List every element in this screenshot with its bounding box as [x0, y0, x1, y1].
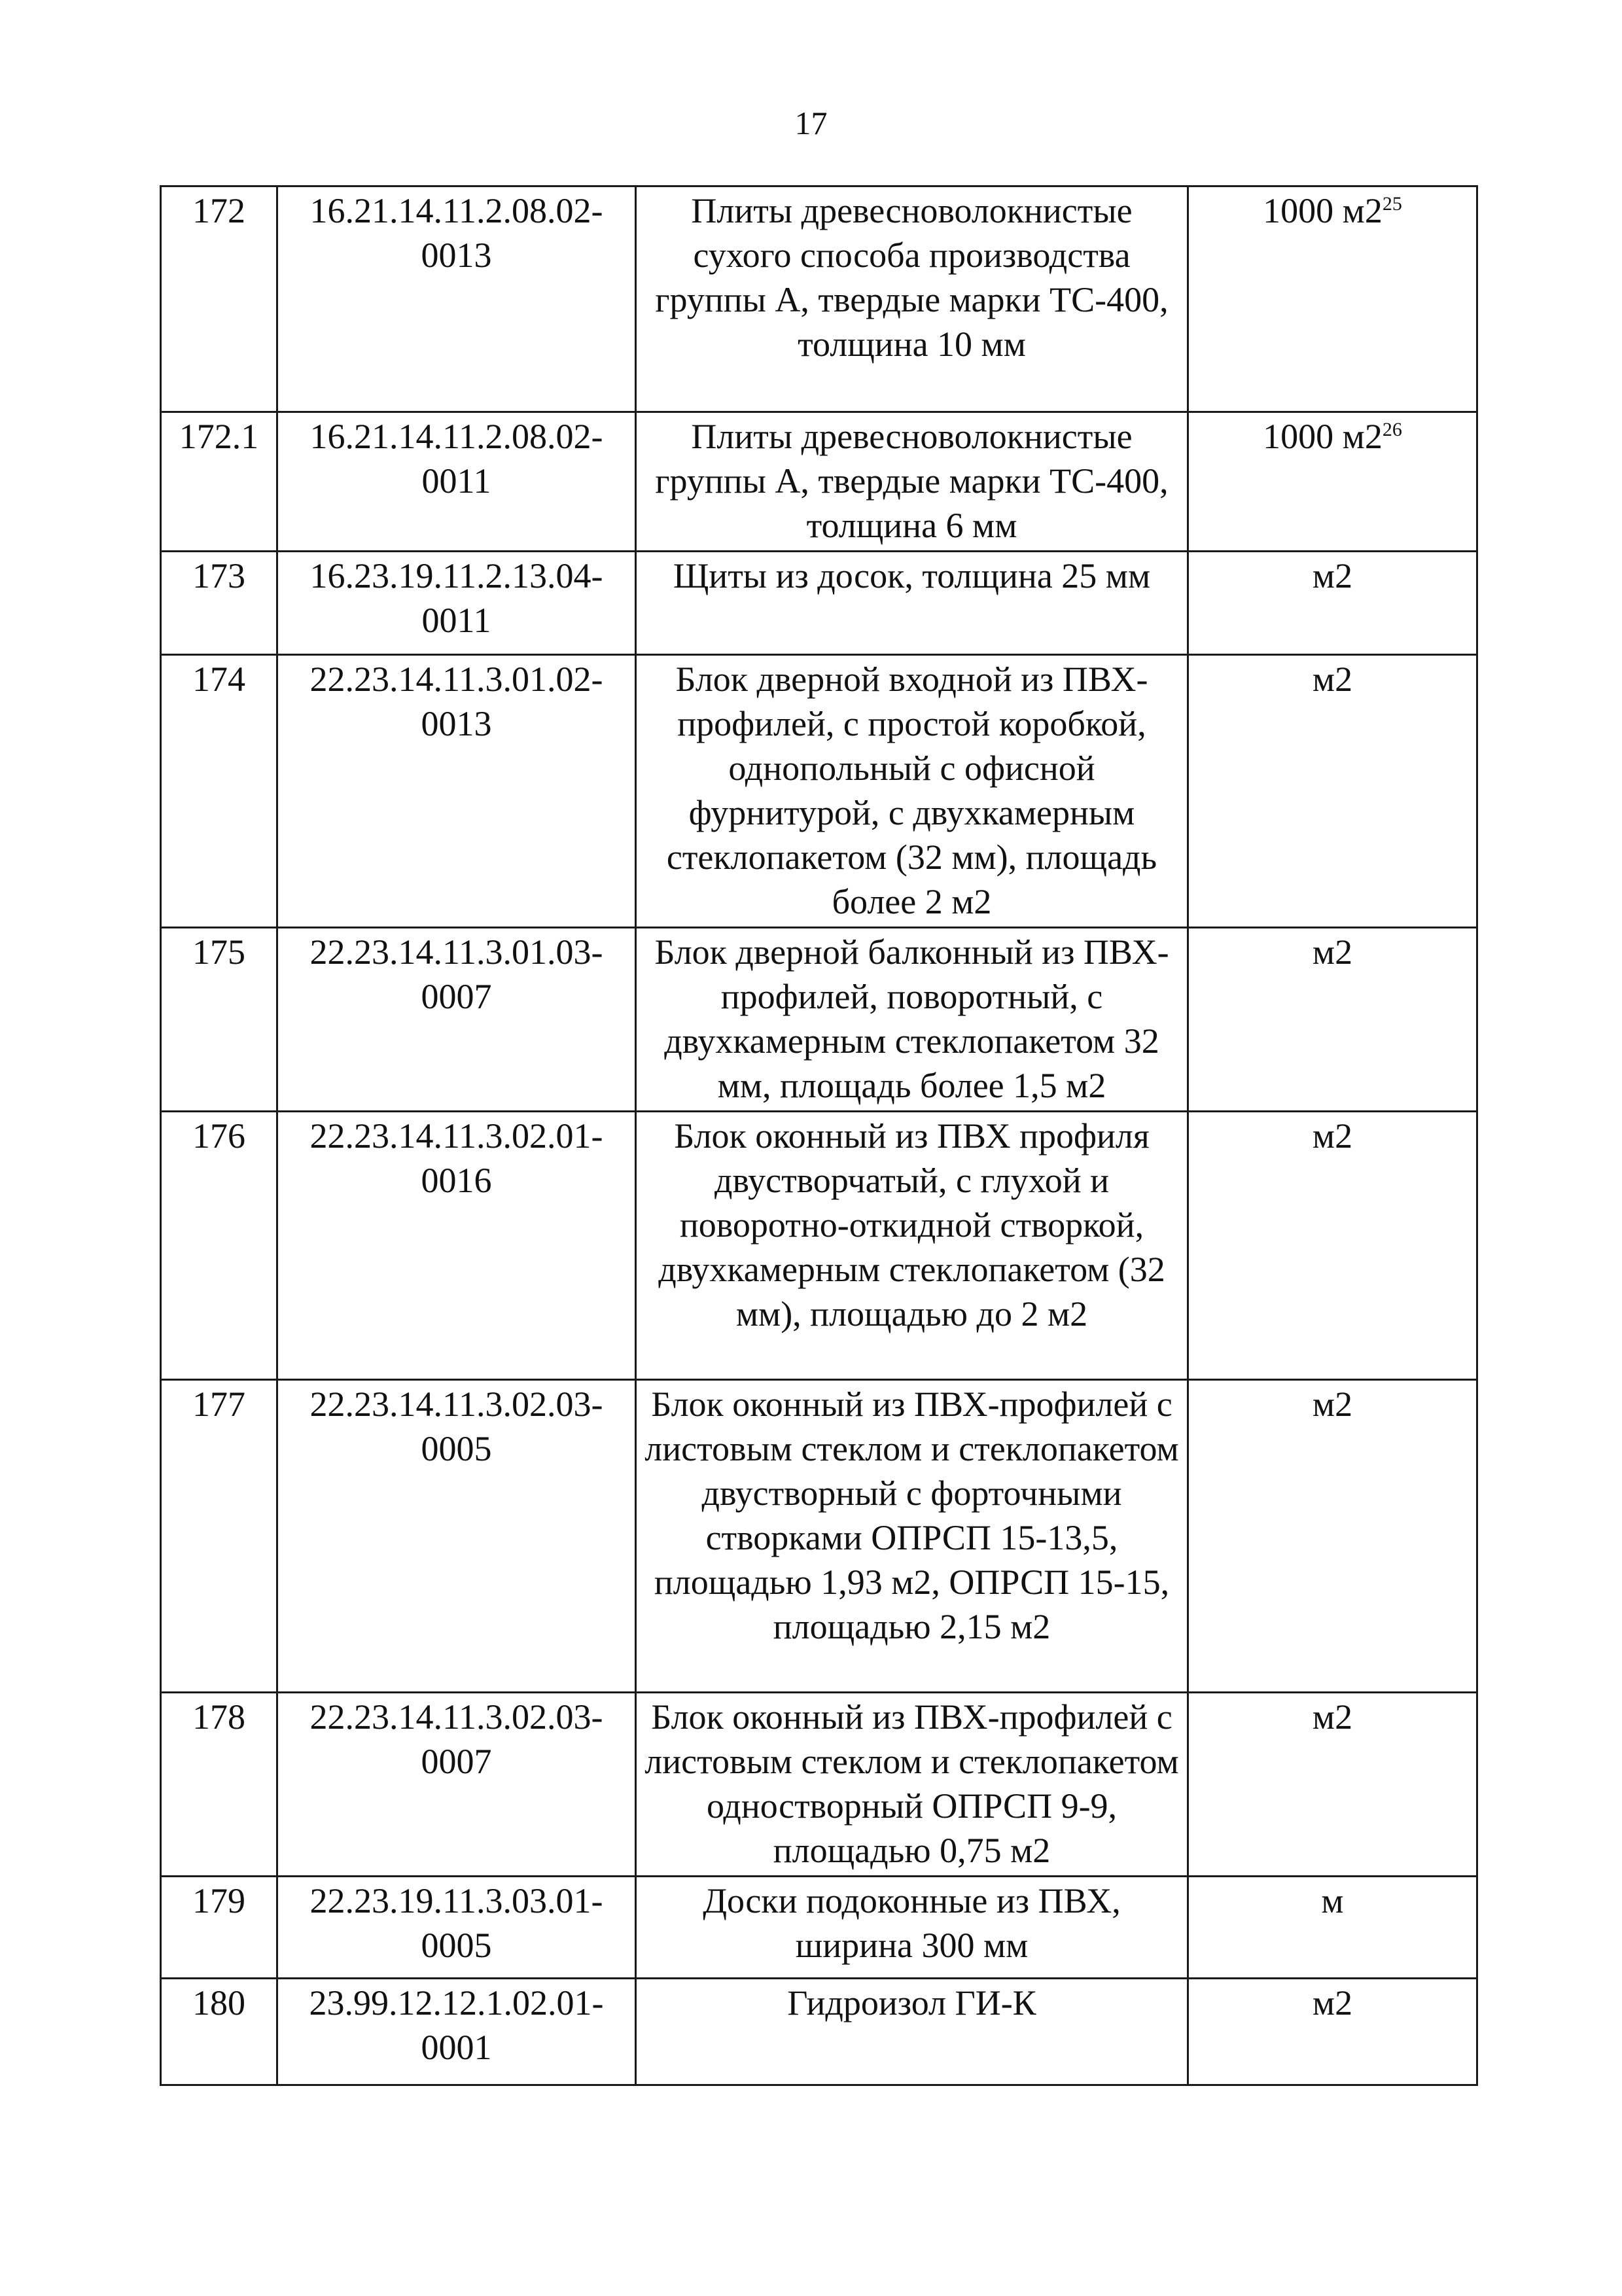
resource-code: 22.23.14.11.3.02.01-0016 [277, 1112, 636, 1380]
unit-value: м2 [1312, 556, 1353, 595]
unit-value: 1000 м2 [1263, 417, 1383, 456]
resource-description: Блок оконный из ПВХ профиля двустворчатый, с глухой и поворотно-откидной створкой, двухкамерным стеклопакетом (32 мм), площадью до 2 м2 [636, 1112, 1188, 1380]
table-row [161, 1877, 1477, 1979]
table-row [161, 655, 1477, 928]
table-row [161, 1979, 1477, 2085]
unit-value: м2 [1312, 660, 1353, 699]
unit-cell [1188, 1380, 1477, 1693]
unit-cell [1188, 1693, 1477, 1877]
table-row [161, 1380, 1477, 1693]
unit-value: м [1321, 1881, 1344, 1920]
unit-cell [1188, 1979, 1477, 2085]
resource-description: Блок дверной балконный из ПВХ-профилей, поворотный, с двухкамерным стеклопакетом 32 мм, площадь более 1,5 м2 [636, 928, 1188, 1112]
row-number: 172.1 [161, 412, 277, 552]
resource-description: Плиты древесноволокнистые сухого способа производства группы А, твердые марки ТС-400, толщина 10 мм [636, 186, 1188, 412]
unit-value: 1000 м2 [1263, 191, 1383, 230]
resource-code: 22.23.14.11.3.02.03-0007 [277, 1693, 636, 1877]
table-row [161, 412, 1477, 552]
resource-code: 22.23.14.11.3.01.02-0013 [277, 655, 636, 928]
resource-description: Блок оконный из ПВХ-профилей с листовым стеклом и стеклопакетом двустворный с форточными створками ОПРСП 15-13,5, площадью 1,93 м2, ОПРСП 15-15, площадью 2,15 м2 [636, 1380, 1188, 1693]
row-number: 173 [161, 552, 277, 655]
resource-code: 16.23.19.11.2.13.04-0011 [277, 552, 636, 655]
unit-value: м2 [1312, 1697, 1353, 1737]
unit-cell [1188, 552, 1477, 655]
resource-description: Плиты древесноволокнистые группы А, твердые марки ТС-400, толщина 6 мм [636, 412, 1188, 552]
resource-code: 23.99.12.12.1.02.01-0001 [277, 1979, 636, 2085]
table-row [161, 928, 1477, 1112]
table-row [161, 186, 1477, 412]
row-number: 177 [161, 1380, 277, 1693]
row-number: 176 [161, 1112, 277, 1380]
row-number: 178 [161, 1693, 277, 1877]
resource-code: 22.23.19.11.3.03.01-0005 [277, 1877, 636, 1979]
unit-cell [1188, 1112, 1477, 1380]
resources-table [160, 185, 1478, 2086]
unit-value: м2 [1312, 1983, 1353, 2022]
row-number: 180 [161, 1979, 277, 2085]
table-row [161, 552, 1477, 655]
row-number: 175 [161, 928, 277, 1112]
unit-value: м2 [1312, 932, 1353, 972]
unit-cell [1188, 412, 1477, 552]
resource-description: Блок оконный из ПВХ-профилей с листовым стеклом и стеклопакетом одностворный ОПРСП 9-9, площадью 0,75 м2 [636, 1693, 1188, 1877]
resource-code: 16.21.14.11.2.08.02-0013 [277, 186, 636, 412]
resource-description: Доски подоконные из ПВХ, ширина 300 мм [636, 1877, 1188, 1979]
table-row [161, 1693, 1477, 1877]
table-row [161, 1112, 1477, 1380]
row-number: 179 [161, 1877, 277, 1979]
resource-code: 16.21.14.11.2.08.02-0011 [277, 412, 636, 552]
resource-description: Блок дверной входной из ПВХ-профилей, с простой коробкой, однопольный с офисной фурнитурой, с двухкамерным стеклопакетом (32 мм), площадь более 2 м2 [636, 655, 1188, 928]
unit-cell [1188, 1877, 1477, 1979]
resource-code: 22.23.14.11.3.02.03-0005 [277, 1380, 636, 1693]
footnote-ref: 25 [1382, 193, 1402, 215]
unit-value: м2 [1312, 1116, 1353, 1156]
row-number: 174 [161, 655, 277, 928]
footnote-ref: 26 [1382, 419, 1402, 440]
resource-code: 22.23.14.11.3.01.03-0007 [277, 928, 636, 1112]
unit-cell [1188, 186, 1477, 412]
unit-cell [1188, 928, 1477, 1112]
row-number: 172 [161, 186, 277, 412]
resource-description: Щиты из досок, толщина 25 мм [636, 552, 1188, 655]
unit-value: м2 [1312, 1385, 1353, 1424]
page-number: 17 [794, 105, 828, 141]
resource-description: Гидроизол ГИ-К [636, 1979, 1188, 2085]
unit-cell [1188, 655, 1477, 928]
